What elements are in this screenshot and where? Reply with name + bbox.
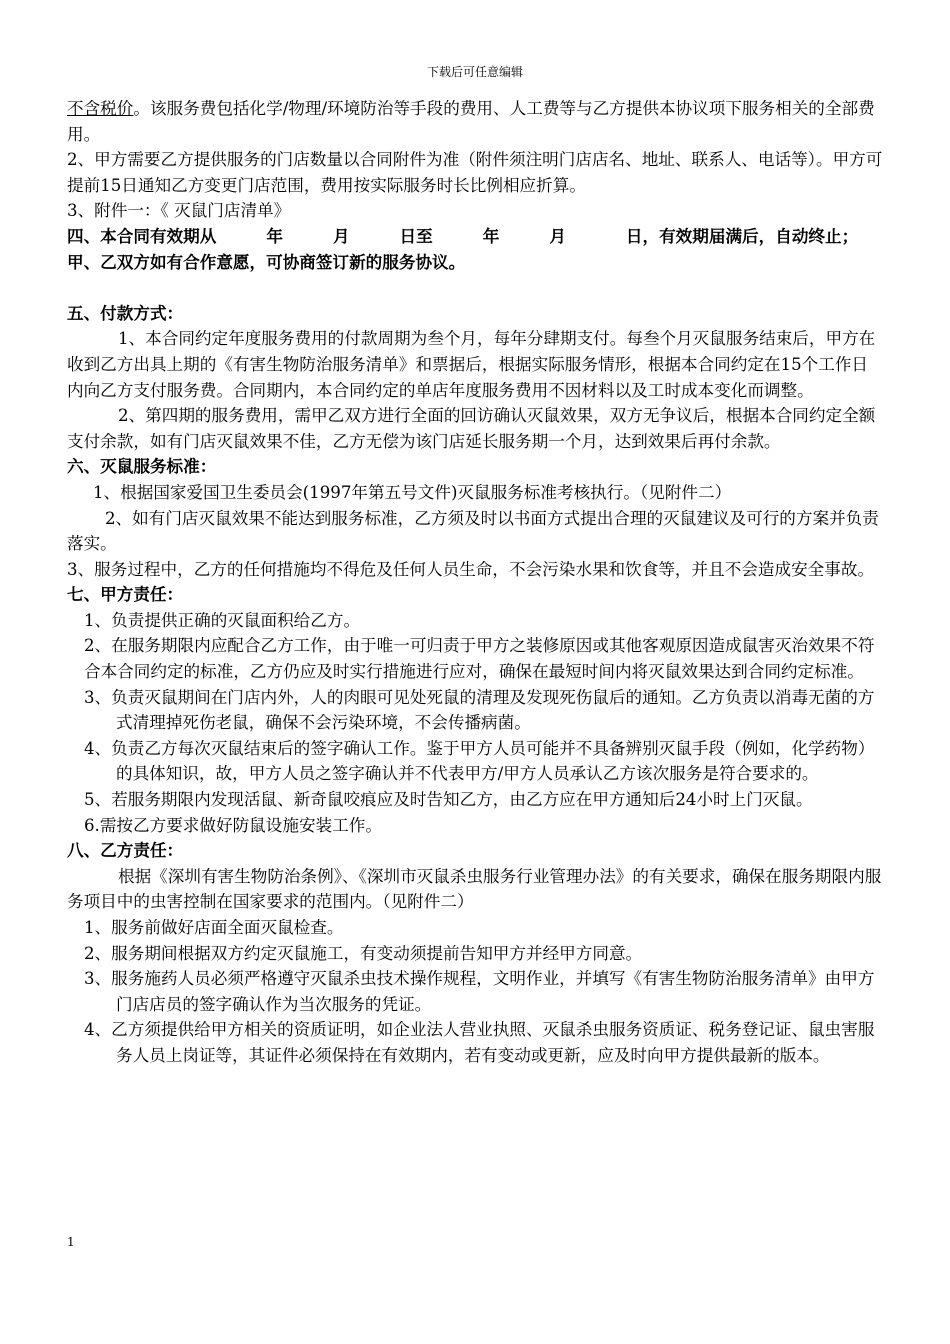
section-8-item-4: 4、乙方须提供给甲方相关的资质证明，如企业法人营业执照、灭鼠杀虫服务资质证、税务登记证、鼠虫害服务人员上岗证等，其证件必须保持在有效期内，若有变动或更新，应及时向甲方提供最新的版本。 (84, 1020, 875, 1065)
blank-line (67, 275, 883, 301)
section-8-title: 八、乙方责任： (67, 840, 184, 861)
section-5-item-1: 1、本合同约定年度服务费用的付款周期为叁个月，每年分肆期支付。每叁个月灭鼠服务结束后，甲方在收到乙方出具上期的《有害生物防治服务清单》和票据后，根据实际服务情形，根据本合同约定在15个工作日内向乙方支付服务费。合同期内，本合同约定的单店年度服务费用不因材料以及工时成本变化而调整。 (67, 329, 876, 400)
section-8-item-3: 3、服务施药人员必须严格遵守灭鼠杀虫技术操作规程，文明作业，并填写《有害生物防治服务清单》由甲方门店店员的签字确认作为当次服务的凭证。 (84, 969, 875, 1014)
paragraph-store-count: 2、甲方需要乙方提供服务的门店数量以合同附件为准（附件须注明门店店名、地址、联系人、电话等）。甲方可提前15日通知乙方变更门店范围，费用按实际服务时长比例相应折算。 (67, 150, 883, 195)
underlined-phrase: 不含税价 (67, 99, 134, 118)
section-7-title: 七、甲方责任： (67, 584, 184, 605)
document-body (67, 96, 883, 1069)
section-6-title: 六、灭鼠服务标准： (67, 456, 217, 477)
paragraph-fee-scope (67, 96, 883, 147)
section-8-item-1: 1、服务前做好店面全面灭鼠检查。 (84, 918, 344, 937)
section-6-item-2: 2、如有门店灭鼠效果不能达到服务标准，乙方须及时以书面方式提出合理的灭鼠建议及可行的方案并负责落实。 (67, 508, 879, 554)
section-7-item-3: 3、负责灭鼠期间在门店内外，人的肉眼可见处死鼠的清理及发现死伤鼠后的通知。乙方负责以消毒无菌的方式清理掉死伤老鼠，确保不会污染环境，不会传播病菌。 (84, 687, 875, 733)
paragraph-attachment-1: 3、附件一：《 灭鼠门店清单》 (67, 201, 291, 221)
section-8-item-2: 2、服务期间根据双方约定灭鼠施工，有变动须提前告知甲方并经甲方同意。 (84, 943, 643, 963)
section-7-item-4: 4、负责乙方每次灭鼠结束后的签字确认工作。鉴于甲方人员可能并不具备辨别灭鼠手段（例如，化学药物）的具体知识，故，甲方人员之签字确认并不代表甲方/甲方人员承认乙方该次服务是符合要求的。 (84, 738, 875, 784)
section-6-item-1: 1、根据国家爱国卫生委员会(1997年第五号文件)灭鼠服务标准考核执行。（见附件二） (93, 482, 732, 502)
page-number: 1 (67, 1235, 75, 1249)
section-4-validity: 四、本合同有效期从 年 月 日至 年 月 日，有效期届满后，自动终止；甲、乙双方如有合作意愿，可协商签订新的服务协议。 (67, 225, 859, 272)
section-8-intro: 根据《深圳有害生物防治条例》、《深圳市灭鼠杀虫服务行业管理办法》的有关要求，确保在服务期限内服务项目中的虫害控制在国家要求的范围内。（见附件二） (67, 866, 882, 912)
section-6-item-3: 3、服务过程中，乙方的任何措施均不得危及任何人员生命，不会污染水果和饮食等，并且不会造成安全事故。 (67, 559, 875, 579)
section-7-item-5: 5、若服务期限内发现活鼠、新奇鼠咬痕应及时告知乙方，由乙方应在甲方通知后24小时上门灭鼠。 (84, 790, 813, 810)
page-header: 下载后可任意编辑 (426, 65, 523, 79)
section-7-item-2: 2、在服务期限内应配合乙方工作，由于唯一可归责于甲方之装修原因或其他客观原因造成鼠害灭治效果不符合本合同约定的标准，乙方仍应及时实行措施进行应对，确保在最短时间内将灭鼠效果达到合同约定标准。 (84, 636, 875, 682)
section-7-item-1: 1、负责提供正确的灭鼠面积给乙方。 (84, 610, 361, 630)
section-5-title: 五、付款方式： (67, 302, 184, 323)
section-5-item-2: 2、第四期的服务费用，需甲乙双方进行全面的回访确认灭鼠效果，双方无争议后，根据本合同约定全额支付余款，如有门店灭鼠效果不佳，乙方无偿为该门店延长服务期一个月，达到效果后再付余款。 (67, 406, 876, 451)
section-7-item-6: 6.需按乙方要求做好防鼠设施安装工作。 (84, 815, 382, 835)
paragraph-text: 。该服务费包括化学/物理/环境防治等手段的费用、人工费等与乙方提供本协议项下服务相关的全部费用。 (67, 99, 875, 144)
